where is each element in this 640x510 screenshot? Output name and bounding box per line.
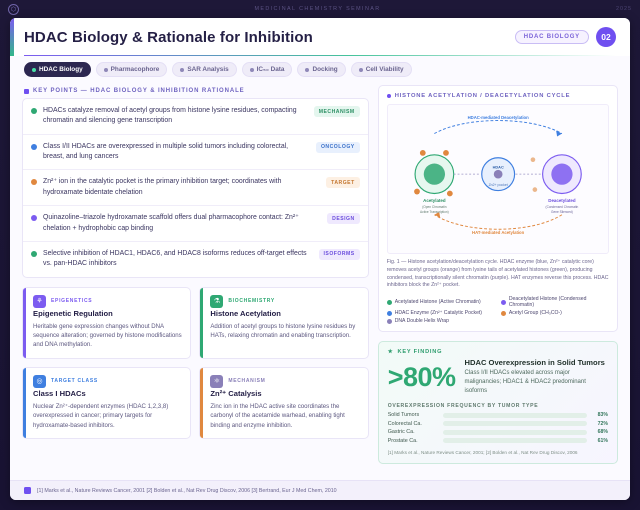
figure-legend (387, 296, 609, 324)
bar-label: Solid Tumors (387, 412, 420, 419)
flask-icon: ⚗ (210, 295, 223, 308)
card-accent-edge (200, 368, 203, 438)
svg-text:(Open Chromatin: (Open Chromatin (421, 204, 447, 209)
bar-label: Prostate Ca. (387, 437, 418, 444)
card-body: Heritable gene expression changes without DNA sequence alteration; governed by histone modifications and DNA methylation. (33, 322, 182, 349)
card-kicker: BIOCHEMISTRY (228, 298, 275, 305)
concept-card-grid (22, 287, 369, 440)
card-title: Class I HDACs (33, 388, 86, 398)
page-title: HDAC Biology & Rationale for Inhibition (24, 28, 313, 46)
slide-footer (10, 480, 630, 500)
bullet-square-icon (24, 89, 29, 94)
hexagon-logo-icon: ⬡ (8, 4, 19, 15)
tab-docking[interactable] (297, 62, 345, 77)
app-topbar (0, 0, 640, 18)
svg-text:HDAC: HDAC (492, 165, 504, 170)
atom-icon: ⚛ (210, 375, 223, 388)
card-title: Histone Acetylation (210, 308, 281, 318)
tab-dot-icon (32, 68, 36, 72)
key-finding-panel (378, 341, 618, 464)
bar-row (388, 421, 608, 427)
bullet-icon (31, 215, 37, 221)
tab-cell-viability[interactable] (351, 62, 412, 77)
key-finding-subtitle: Class I/II HDACs elevated across major malignancies; HDAC1 & HDAC2 predominant isoforms (464, 370, 586, 395)
bar-track (443, 421, 587, 426)
left-column (22, 85, 369, 464)
card-title: Epigenetic Regulation (33, 308, 113, 318)
bullet-icon (31, 179, 37, 185)
svg-text:Active Transcription): Active Transcription) (419, 209, 449, 214)
tab-dot-icon (359, 68, 363, 72)
list-item (23, 135, 368, 171)
concept-card-histone-acetylation (199, 287, 368, 359)
figure-caption: Fig. 1 — Histone acetylation/deacetylation cycle. HDAC enzyme (blue, Zn²⁺ catalytic core) removes acetyl groups (orange) from lysine tails of acetylated histones (green), producing condensed, transcriptionally silent chromatin (purple). HAT enzymes reverse this process. HDAC inhibitors block the Zn²⁺ pocket. (386, 259, 609, 289)
svg-text:HDAC-mediated Deacetylation: HDAC-mediated Deacetylation (467, 115, 529, 121)
legend-label: HDAC Enzyme (Zn²⁺ Catalytic Pocket) (394, 310, 483, 317)
keypoints-section-label (24, 88, 369, 94)
figure-panel-title (387, 93, 609, 99)
card-body: Nuclear Zn²⁺-dependent enzymes (HDAC 1,2,3,8) overexpressed in cancer; primary targets for hydroxamate-based inhibitors. (33, 402, 169, 429)
footer-references: [1] Marks et al., Nature Reviews Cancer, 2001 [2] Bolden et al., Nat Rev Drug Discov, 2006 [3] Bertrand, Eur J Med Chem, 2010 (37, 487, 337, 494)
card-header (33, 295, 182, 308)
list-item (23, 170, 368, 206)
tab-dot-icon (250, 68, 254, 72)
list-item (23, 99, 368, 135)
card-header (210, 375, 359, 388)
key-finding-stat: >80% (387, 361, 456, 392)
header-underline (24, 55, 616, 57)
accent-bar (10, 18, 14, 56)
tab-label: Pharmacophore (110, 66, 160, 73)
tab-label: Cell Viability (365, 66, 404, 73)
legend-item (387, 318, 495, 324)
bullet-dot-icon (387, 94, 391, 98)
slide-card (10, 18, 630, 500)
right-column (378, 85, 618, 464)
keypoint-tag: ONCOLOGY (316, 142, 360, 153)
keypoint-tag: DESIGN (327, 213, 360, 224)
tab-label: SAR Analysis (187, 66, 229, 73)
tab-sar-analysis[interactable] (172, 62, 236, 77)
key-finding-label (388, 349, 608, 355)
svg-text:Deacetylated: Deacetylated (547, 198, 576, 204)
slide-body (10, 81, 630, 464)
bar-row (388, 429, 608, 435)
list-item (23, 242, 368, 277)
bar-value: 72% (597, 420, 608, 427)
header-right-group (515, 27, 616, 47)
legend-item (501, 310, 609, 316)
bars-section-label: OVEREXPRESSION FREQUENCY BY TUMOR TYPE (387, 403, 539, 410)
tab-bar[interactable] (10, 56, 630, 81)
legend-swatch (387, 311, 392, 316)
tab-pharmacophore[interactable] (96, 62, 168, 77)
bar-value: 83% (597, 412, 608, 419)
bar-track (443, 438, 587, 443)
key-finding-title: HDAC Overexpression in Solid Tumors (464, 358, 605, 368)
list-item (23, 206, 368, 242)
svg-text:Zn2+ pocket: Zn2+ pocket (488, 182, 508, 187)
legend-swatch (501, 311, 506, 316)
legend-item (387, 296, 495, 308)
card-body: Zinc ion in the HDAC active site coordinates the carbonyl of the acetamide warhead, enabling tight binding and enzyme inhibition. (210, 402, 345, 429)
topbar-title: MEDICINAL CHEMISTRY SEMINAR (254, 6, 381, 12)
slide-number-badge: 02 (596, 27, 616, 47)
legend-swatch (387, 319, 392, 324)
panel-title-text: HISTONE ACETYLATION / DEACETYLATION CYCLE (394, 93, 571, 99)
legend-label: Acetylated Histone (Active Chromatin) (394, 299, 481, 306)
keypoint-text: Zn²⁺ ion in the catalytic pocket is the primary inhibition target; coordinates with hydroxamate bidentate chelation (43, 178, 282, 196)
tab-hdac-biology[interactable] (24, 62, 91, 77)
card-accent-edge (23, 288, 26, 358)
star-icon: ★ (387, 349, 394, 356)
bullet-icon (31, 108, 37, 114)
topbar-date: 2025 (616, 6, 632, 12)
legend-label: Acetyl Group (CH₃CO-) (508, 310, 562, 317)
bar-value: 61% (597, 437, 608, 444)
concept-card-zn-catalysis (199, 367, 368, 439)
card-body: Addition of acetyl groups to histone lysine residues by HATs, relaxing chromatin and enabling transcription. (210, 322, 356, 340)
figure-panel (378, 85, 618, 332)
svg-text:HAT-mediated Acetylation: HAT-mediated Acetylation (471, 230, 524, 236)
legend-swatch (501, 300, 506, 305)
bar-label: Colorectal Ca. (387, 420, 422, 427)
bar-track (443, 430, 587, 435)
bar-value: 68% (597, 429, 608, 436)
bullet-icon (31, 144, 37, 150)
dna-icon: ⚘ (33, 295, 46, 308)
tab-ic50-data[interactable] (242, 62, 293, 77)
bar-track (443, 413, 587, 418)
svg-text:Acetylated: Acetylated (422, 198, 446, 204)
concept-card-class-i-hdacs (22, 367, 191, 439)
key-finding-reference: [1] Marks et al., Nature Reviews Cancer, 2001; [2] Bolden et al., Nat Rev Drug Discov, 2006 (387, 449, 578, 455)
keypoint-text: HDACs catalyze removal of acetyl groups from histone lysine residues, compacting chromatin and silencing gene transcription (43, 107, 297, 125)
bullet-icon (31, 251, 37, 257)
card-header (33, 375, 182, 388)
keypoint-tag: ISOFORMS (319, 249, 360, 260)
svg-text:(Condensed Chromatin: (Condensed Chromatin (545, 204, 579, 209)
tab-dot-icon (180, 68, 184, 72)
card-kicker: MECHANISM (228, 378, 266, 385)
svg-text:Gene Silenced): Gene Silenced) (550, 209, 573, 214)
bar-row (388, 438, 608, 444)
legend-item (387, 310, 495, 316)
card-header (210, 295, 359, 308)
keypoint-tag: MECHANISM (314, 106, 360, 117)
tab-label: IC₅₀ Data (256, 66, 285, 73)
bar-row (388, 412, 608, 418)
target-icon: ◎ (33, 375, 46, 388)
status-badge: HDAC BIOLOGY (515, 30, 589, 44)
concept-card-epigenetic-regulation (22, 287, 191, 359)
keypoints-list (22, 98, 369, 278)
legend-label: Deacetylated Histone (Condensed Chromatin) (508, 296, 587, 309)
legend-label: DNA Double Helix Wrap (394, 318, 449, 325)
tab-dot-icon (104, 68, 108, 72)
key-finding-text-group (465, 358, 609, 396)
keypoint-tag: TARGET (326, 177, 360, 188)
acetylation-cycle-diagram (387, 104, 609, 254)
tab-dot-icon (305, 68, 309, 72)
card-accent-edge (200, 288, 203, 358)
legend-swatch (387, 300, 392, 305)
tab-label: Docking (312, 66, 338, 73)
key-finding-label-text: KEY FINDING (397, 349, 443, 356)
keypoint-text: Quinazoline–triazole hydroxamate scaffold offers dual pharmacophore contact: Zn²⁺ chelation + hydrophobic cap binding (43, 214, 299, 232)
diagram-svg (388, 105, 608, 253)
legend-item (501, 296, 609, 308)
card-accent-edge (23, 368, 26, 438)
keypoint-text: Class I/II HDACs are overexpressed in multiple solid tumors including colorectal, breast, and lung cancers (43, 142, 289, 161)
card-kicker: TARGET CLASS (51, 378, 98, 385)
bar-label: Gastric Ca. (387, 429, 415, 436)
key-finding-row (388, 358, 608, 396)
keypoint-text: Selective inhibition of HDAC1, HDAC6, and HDAC8 isoforms reduces off-target effects vs. pan-HDAC inhibitors (43, 249, 307, 268)
section-label-text: KEY POINTS — HDAC BIOLOGY & INHIBITION RATIONALE (33, 88, 245, 94)
footer-mark-icon (24, 487, 31, 494)
card-kicker: EPIGENETICS (51, 298, 93, 305)
tab-label: HDAC Biology (39, 66, 83, 73)
card-title: Zn²⁺ Catalysis (210, 388, 262, 398)
slide-header (10, 18, 630, 56)
